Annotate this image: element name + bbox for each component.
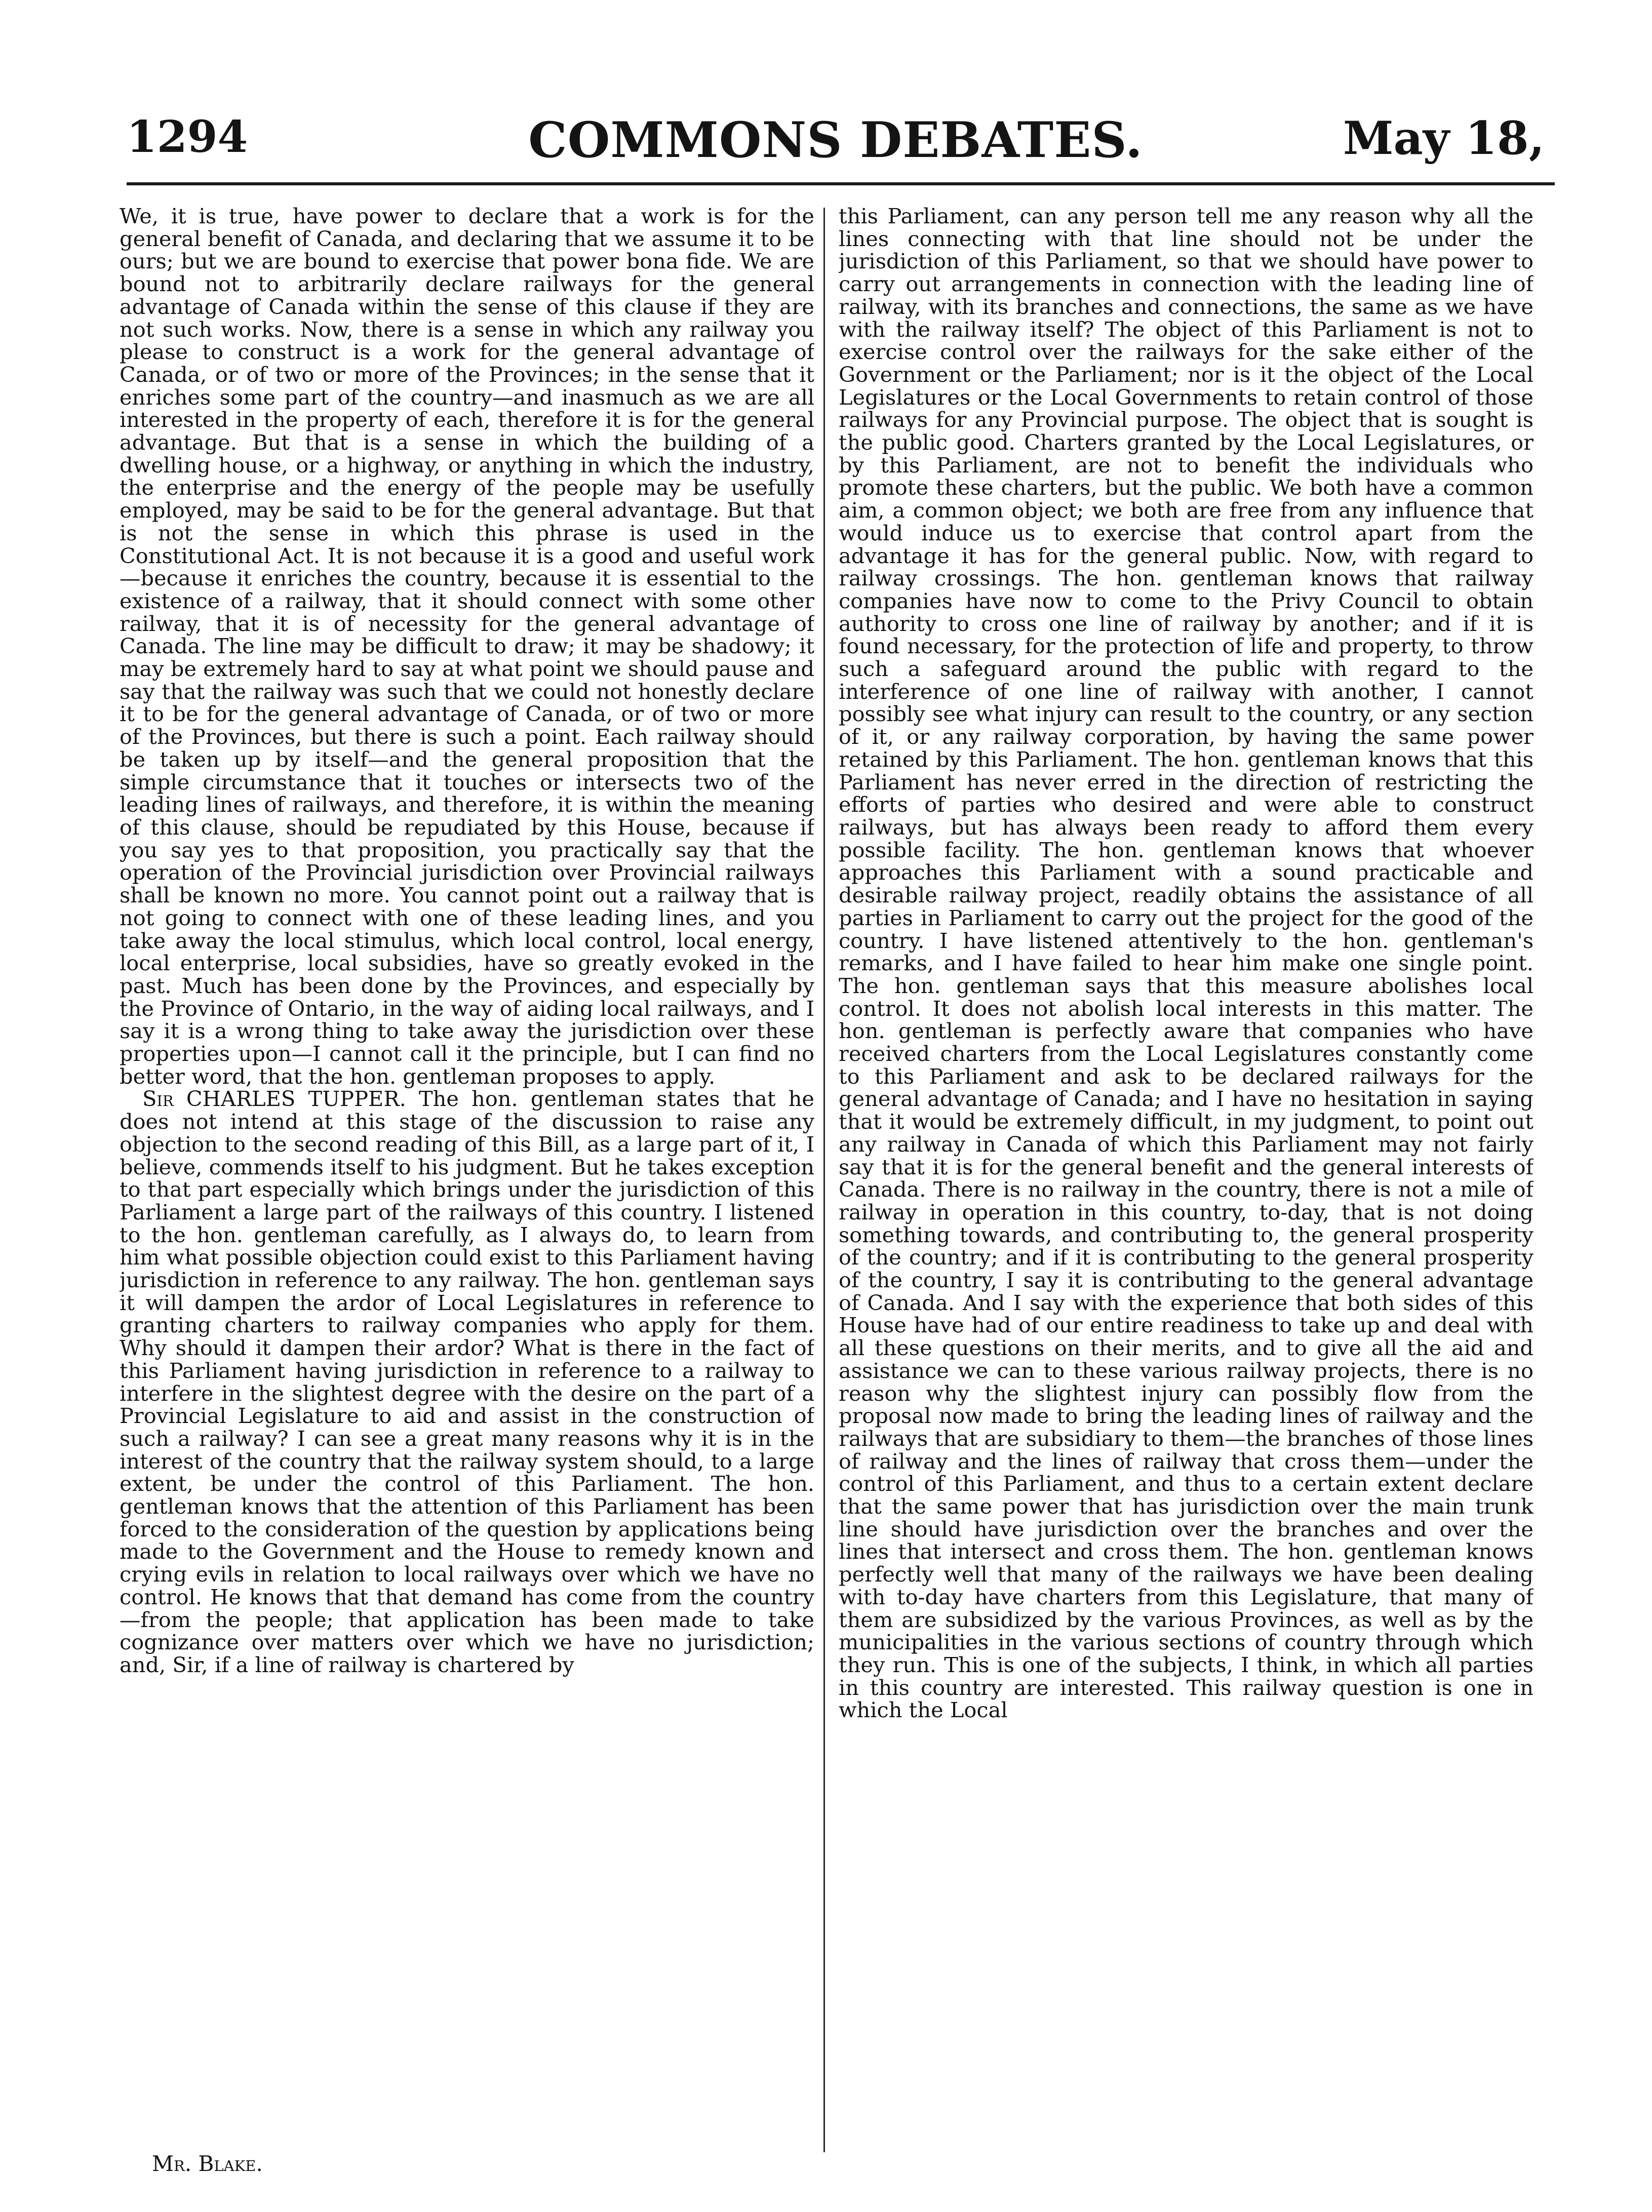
page-number: 1294	[127, 111, 248, 163]
right-column	[839, 205, 1533, 2170]
column-divider	[823, 208, 825, 2152]
left-paragraph-2	[120, 1088, 814, 1676]
left-paragraph-1: We, it is true, have power to declare that a work is for the general benefit of Canada, and declaring that we assume it to be ours; but we are bound to exercise that power bona fide. We are bound not to arbitrarily declare railways for the general advantage of Canada within the sense of this clause if they are not such works. Now, there is a sense in which any railway you please to construct is a work for the general advantage of Canada, or of two or more of the Provinces; in the sense that it enriches some part of the country—and inasmuch as we are all interested in the property of each, therefore it is for the general advantage. But that is a sense in which the building of a dwelling house, or a highway, or anything in which the industry, the enterprise and the energy of the people may be usefully employed, may be said to be for the general advantage. But that is not the sense in which this phrase is used in the Constitutional Act. It is not because it is a good and useful work—because it enriches the country, because it is essential to the existence of a railway, that it should connect with some other railway, that it is of necessity for the general advantage of Canada. The line may be difficult to draw; it may be shadowy; it may be extremely hard to say at what point we should pause and say that the railway was such that we could not honestly declare it to be for the general advantage of Canada, or of two or more of the Provinces, but there is such a point. Each railway should be taken up by itself—and the general proposition that the simple circumstance that it touches or intersects two of the leading lines of railways, and therefore, it is within the meaning of this clause, should be repudiated by this House, because if you say yes to that proposition, you practically say that the operation of the Provincial jurisdiction over Provincial railways shall be known no more. You cannot point out a railway that is not going to connect with one of these leading lines, and you take away the local stimulus, which local control, local energy, local enterprise, local subsidies, have so greatly evoked in the past. Much has been done by the Provinces, and especially by the Province of Ontario, in the way of aiding local railways, and I say it is a wrong thing to take away the jurisdiction over these properties upon—I cannot call it the principle, but I can find no better word, that the hon. gentleman proposes to apply.	[120, 205, 814, 1089]
page-date: May 18,	[1343, 111, 1545, 165]
speech-text: The hon. gentleman states that he does not intend at this stage of the discussion to raise any objection to the second reading of this Bill, as a large part of it, I believe, commends itself to his judgment. But he takes exception to that part especially which brings under the jurisdiction of this Parliament a large part of the railways of this country. I listened to the hon. gentleman carefully, as I always do, to learn from him what possible objection could exist to this Parliament having jurisdiction in reference to any railway. The hon. gentleman says it will dampen the ardor of Local Legislatures in reference to granting charters to railway companies who apply for them. Why should it dampen their ardor? What is there in the fact of this Parliament having jurisdiction in reference to a railway to interfere in the slightest degree with the desire on the part of a Provincial Legislature to aid and assist in the construction of such a railway? I can see a great many reasons why it is in the interest of the country that the railway system should, to a large extent, be under the control of this Parliament. The hon. gentleman knows that the attention of this Parliament has been forced to the consideration of the question by applications being made to the Government and the House to remedy known and crying evils in relation to local railways over which we have no control. He knows that that demand has come from the country—from the people; that application has been made to take cognizance over matters over which we have no jurisdiction; and, Sir, if a line of railway is chartered by	[120, 1086, 814, 1677]
page-title: COMMONS DEBATES.	[528, 111, 1143, 169]
footer-speaker-mark: Mr. Blake.	[152, 2151, 263, 2176]
speaker-name: Sir CHARLES TUPPER.	[142, 1086, 406, 1112]
header-rule	[127, 182, 1555, 185]
right-paragraph-1: this Parliament, can any person tell me any reason why all the lines connecting with that line should not be under the jurisdiction of this Parliament, so that we should have power to carry out arrangements in connection with the leading line of railway, with its branches and connections, the same as we have with the railway itself? The object of this Parliament is not to exercise control over the railways for the sake either of the Government or the Parliament; nor is it the object of the Local Legislatures or the Local Governments to retain control of those railways for any Provincial purpose. The object that is sought is the public good. Charters granted by the Local Legislatures, or by this Parliament, are not to benefit the individuals who promote these charters, but the public. We both have a common aim, a common object; we both are free from any influence that would induce us to exercise that control apart from the advantage it has for the general public. Now, with regard to railway crossings. The hon. gentleman knows that railway companies have now to come to the Privy Council to obtain authority to cross one line of railway by another; and if it is found necessary, for the protection of life and property, to throw such a safeguard around the public with regard to the interference of one line of railway with another, I cannot possibly see what injury can result to the country, or any section of it, or any railway corporation, by having the same power retained by this Parliament. The hon. gentleman knows that this Parliament has never erred in the direction of restricting the efforts of parties who desired and were able to construct railways, but has always been ready to afford them every possible facility. The hon. gentleman knows that whoever approaches this Parliament with a sound practicable and desirable railway project, readily obtains the assistance of all parties in Parliament to carry out the project for the good of the country. I have listened attentively to the hon. gentleman's remarks, and I have failed to hear him make one single point. The hon. gentleman says that this measure abolishes local control. It does not abolish local interests in this matter. The hon. gentleman is perfectly aware that companies who have received charters from the Local Legislatures constantly come to this Parliament and ask to be declared railways for the general advantage of Canada; and I have no hesitation in saying that it would be extremely difficult, in my judgment, to point out any railway in Canada of which this Parliament may not fairly say that it is for the general benefit and the general interests of Canada. There is no railway in the country, there is not a mile of railway in operation in this country, to-day, that is not doing something towards, and contributing to, the general prosperity of the country; and if it is contributing to the general prosperity of the country, I say it is contributing to the general advantage of Canada. And I say with the experience that both sides of this House have had of our entire readiness to take up and deal with all these questions on their merits, and to give all the aid and assistance we can to these various railway projects, there is no reason why the slightest injury can possibly flow from the proposal now made to bring the leading lines of railway and the railways that are subsidiary to them—the branches of those lines of railway and the lines of railway that cross them—under the control of this Parliament, and thus to a certain extent declare that the same power that has jurisdiction over the main trunk line should have jurisdiction over the branches and over the lines that intersect and cross them. The hon. gentleman knows perfectly well that many of the railways we have been dealing with to-day have charters from this Legislature, that many of them are subsidized by the various Provinces, as well as by the municipalities in the various sections of country through which they run. This is one of the subjects, I think, in which all parties in this country are interested. This railway question is one in which the Local	[839, 205, 1533, 1723]
page-header	[127, 101, 1545, 172]
left-column	[120, 205, 814, 2170]
